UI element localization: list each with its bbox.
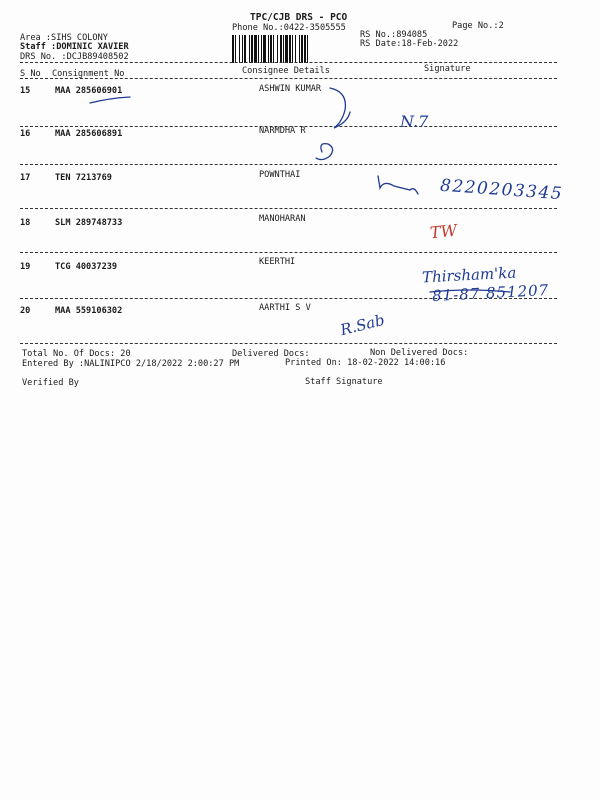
column-sno: S No — [20, 69, 41, 79]
column-consignee: Consignee Details — [242, 66, 330, 76]
row-sno: 20 — [20, 306, 31, 316]
row-sno: 19 — [20, 262, 31, 272]
drs-number: DRS No. :DCJB89408502 — [20, 52, 129, 62]
row-consignment: TCG 40037239 — [55, 262, 118, 272]
row-sno: 17 — [20, 173, 31, 183]
handwritten-phone: 81-87 851207 — [431, 280, 550, 306]
total-docs: Total No. Of Docs: 20 — [22, 349, 131, 359]
row-consignee: NARMDHA R — [259, 126, 306, 136]
row-consignee: MANOHARAN — [259, 214, 306, 224]
row-consignee: AARTHI S V — [259, 303, 311, 313]
row-sno: 16 — [20, 129, 31, 139]
row-consignee: KEERTHI — [259, 257, 296, 267]
row-consignment: SLM 289748733 — [55, 218, 123, 228]
row-consignee: ASHWIN KUMAR — [259, 84, 322, 94]
entered-by: Entered By :NALINIPCO 2/18/2022 2:00:27 PM — [22, 359, 240, 369]
handwritten-phone: 8220203345 — [439, 175, 564, 205]
area-label: Area :SIHS COLONY — [20, 33, 108, 43]
rs-number: RS No.:894085 — [360, 30, 428, 40]
row-consignee: POWNTHAI — [259, 170, 301, 180]
staff-label: Staff :DOMINIC XAVIER — [20, 42, 129, 52]
row-consignment: MAA 285606901 — [55, 86, 123, 96]
rs-date: RS Date:18-Feb-2022 — [360, 39, 459, 49]
row-sno: 18 — [20, 218, 31, 228]
row-consignment: MAA 559106302 — [55, 306, 123, 316]
non-delivered-docs: Non Delivered Docs: — [370, 348, 469, 358]
delivered-docs: Delivered Docs: — [232, 349, 310, 359]
printed-on: Printed On: 18-02-2022 14:00:16 — [285, 358, 446, 368]
handwritten-name: Thirsham'ka — [421, 263, 517, 287]
verified-by: Verified By — [22, 378, 79, 388]
column-consignment: Consignment No — [52, 69, 125, 79]
handwritten-signature: R.Sab — [338, 310, 387, 340]
row-consignment: MAA 285606891 — [55, 129, 123, 139]
page-number: Page No.:2 — [452, 21, 504, 31]
handwritten-signature: N.7 — [400, 112, 429, 131]
column-signature: Signature — [424, 64, 471, 74]
handwritten-initials: TW — [429, 220, 459, 243]
row-sno: 15 — [20, 86, 31, 96]
row-consignment: TEN 7213769 — [55, 173, 112, 183]
phone-number: Phone No.:0422-3505555 — [232, 23, 346, 33]
staff-signature: Staff Signature — [305, 377, 383, 387]
page-title: TPC/CJB DRS - PCO — [250, 12, 348, 23]
